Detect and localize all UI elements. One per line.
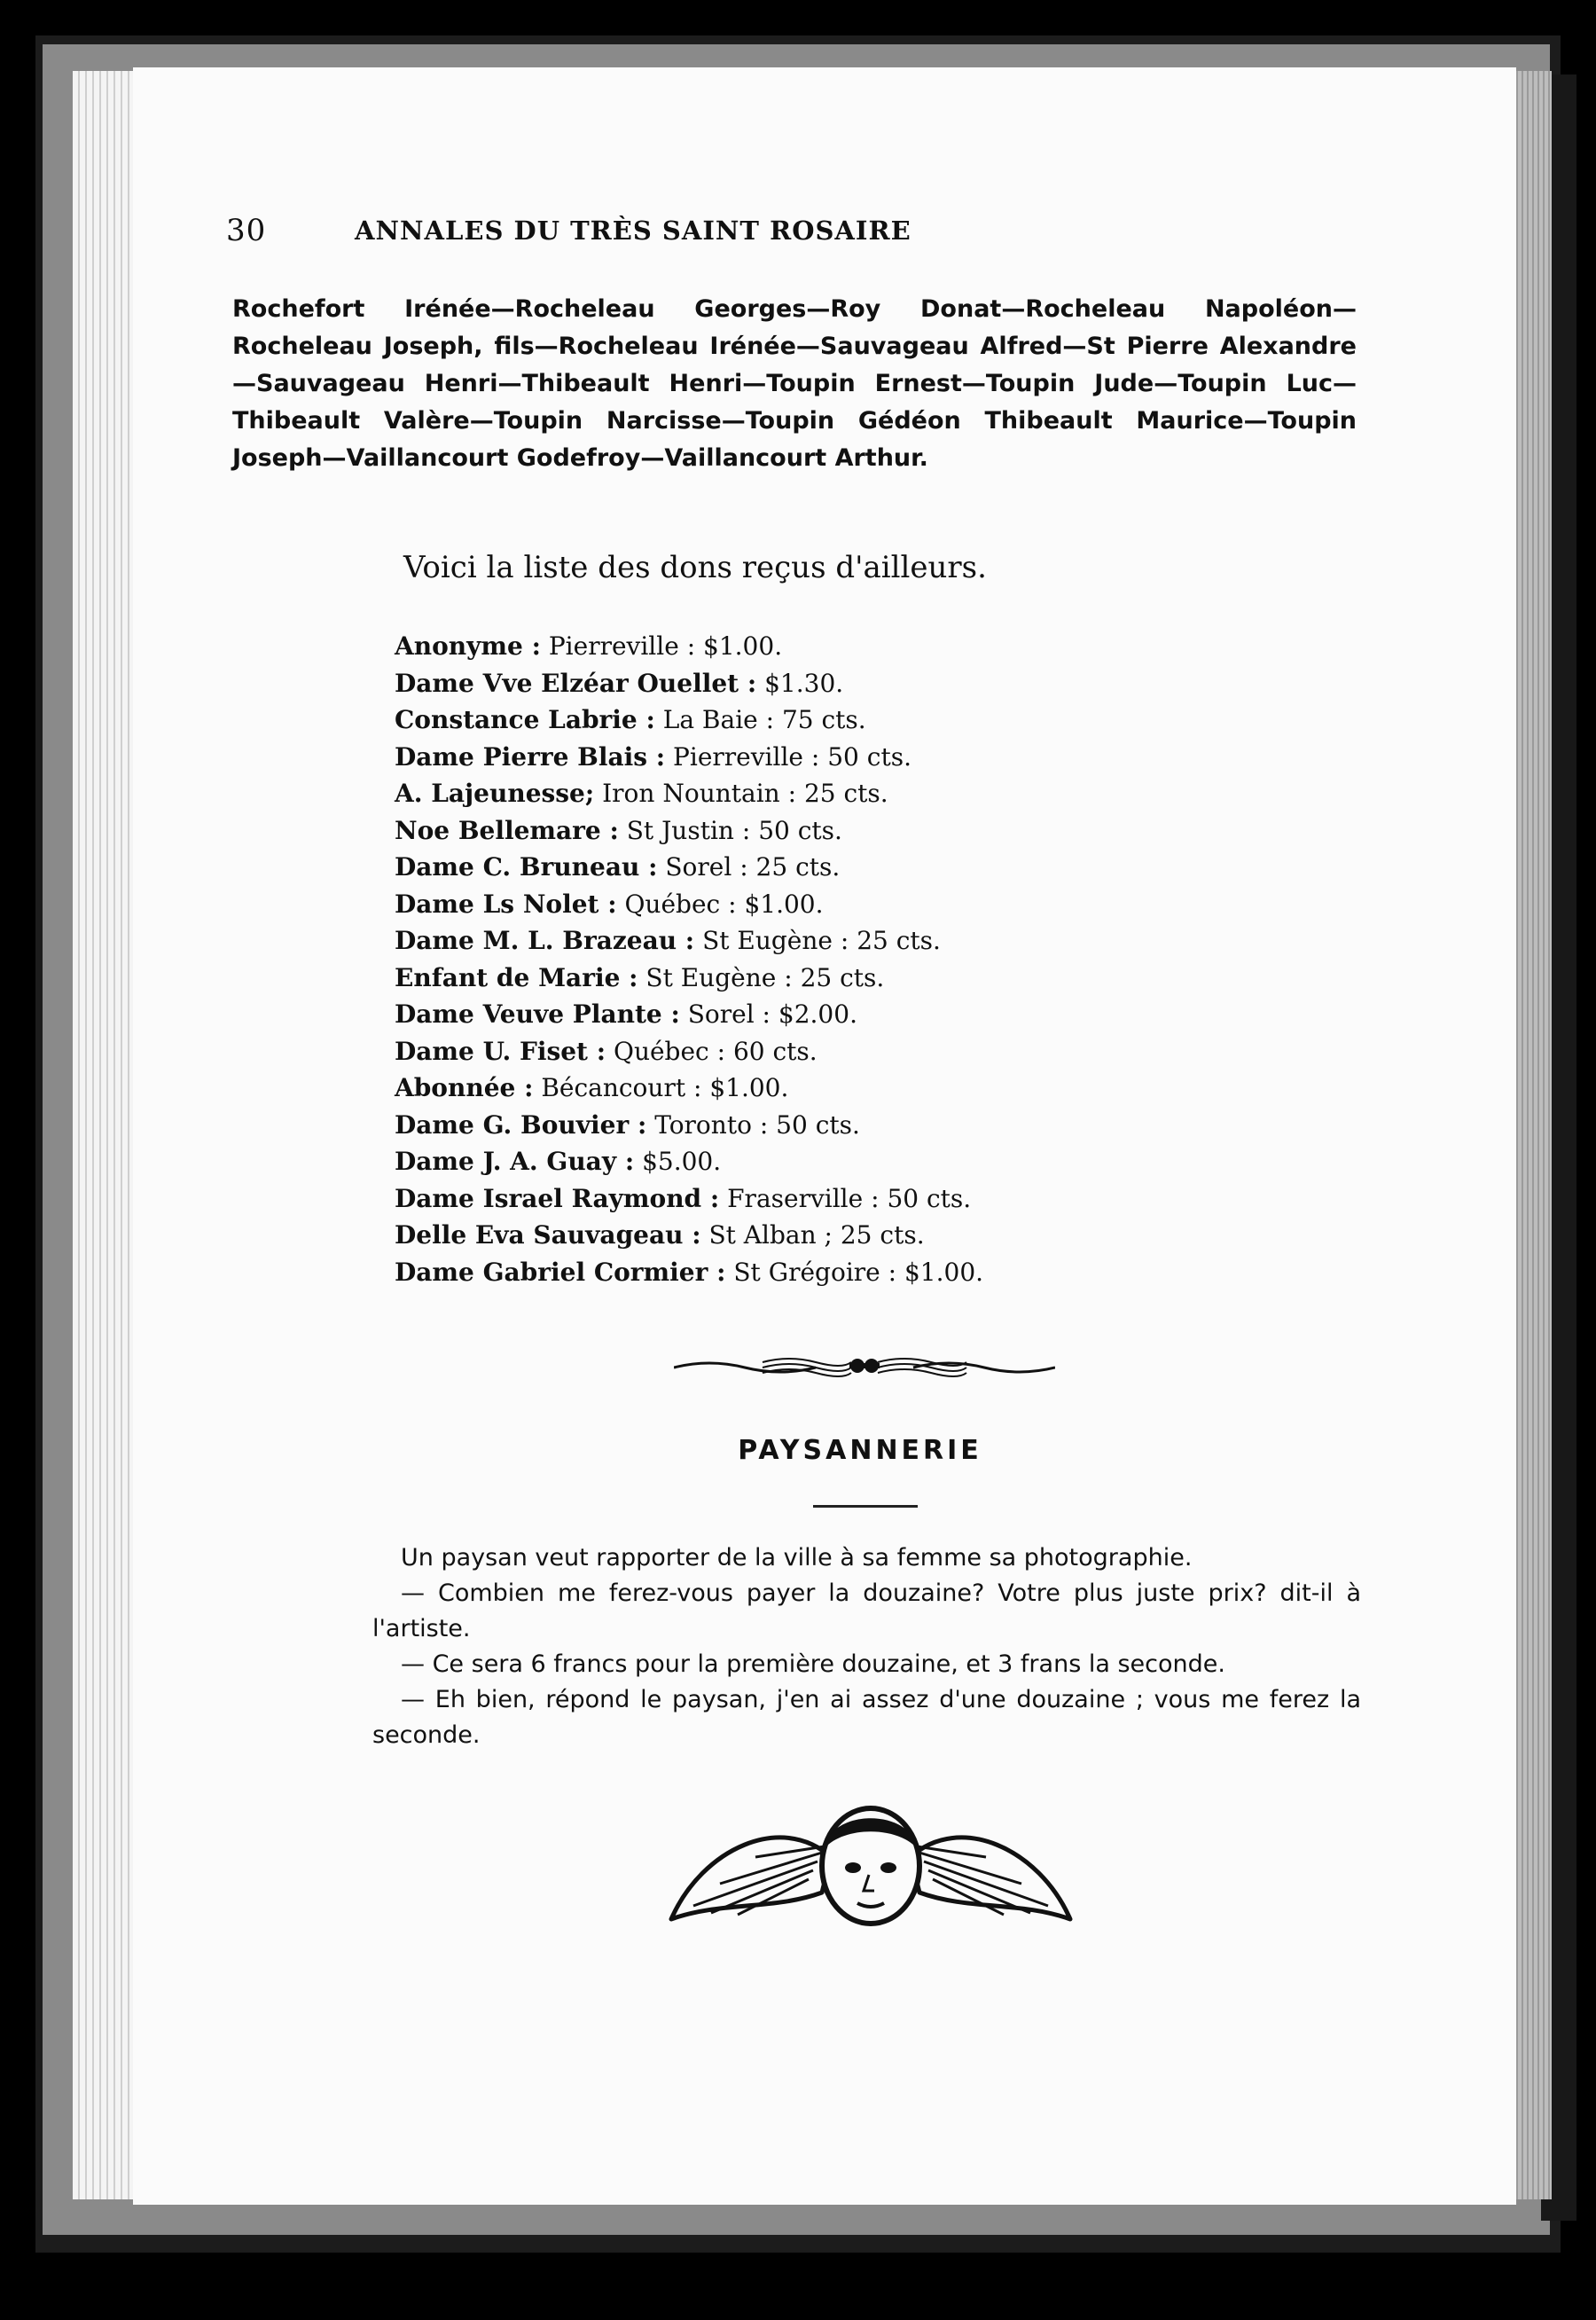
anecdote-paragraph: — Ce sera 6 francs pour la première douzaine, et 3 frans la seconde. [401, 1650, 1225, 1678]
donation-amount: $5.00. [642, 1147, 722, 1176]
anecdote-paragraph: — Combien me ferez-vous payer la douzaine? Votre plus juste prix? dit-il à l'artiste. [372, 1579, 1361, 1642]
donation-amount: $2.00. [778, 999, 857, 1029]
donation-amount: 25 cts. [857, 926, 941, 955]
donor-place: Pierreville : [548, 631, 696, 661]
donor-name: Dame Pierre Blais : [395, 741, 666, 772]
donor-place: Pierreville : [673, 741, 820, 772]
donor-place: Fraserville : [727, 1183, 880, 1213]
ornament-divider-icon [674, 1346, 1055, 1385]
donation-entry [395, 1073, 1281, 1110]
donor-place: St Justin : [626, 815, 751, 845]
donation-amount: 50 cts. [776, 1109, 860, 1140]
donation-amount: 60 cts. [732, 1036, 818, 1066]
donor-name: Noe Bellemare : [395, 815, 619, 845]
donation-amount: 25 cts. [840, 1220, 925, 1250]
running-title: ANNALES DU TRÈS SAINT ROSAIRE [355, 216, 911, 246]
donor-place: Iron Nountain : [602, 779, 797, 808]
donation-amount: $1.30. [764, 668, 844, 698]
page-number: 30 [226, 213, 267, 248]
donation-amount: 25 cts. [803, 779, 888, 808]
donation-entry [395, 1147, 1281, 1184]
donation-amount: $1.00. [744, 889, 824, 919]
donation-amount: 25 cts. [755, 852, 841, 882]
donor-place: Sorel : [665, 852, 748, 882]
title-underline [813, 1505, 918, 1508]
donation-amount: 50 cts. [827, 741, 911, 772]
donor-place: La Baie : [662, 705, 775, 734]
donor-name: Dame C. Bruneau : [395, 852, 658, 882]
donor-name: Dame M. L. Brazeau : [395, 926, 695, 955]
donations-list [395, 631, 1281, 1294]
donor-name: Constance Labrie : [395, 705, 655, 734]
donor-name: A. Lajeunesse; [395, 779, 595, 808]
donor-name: Dame Vve Elzéar Ouellet : [395, 668, 757, 698]
donor-place: Bécancourt : [541, 1073, 702, 1102]
donor-name: Abonnée : [395, 1073, 534, 1102]
donation-entry [395, 816, 1281, 853]
donor-place: Sorel : [687, 999, 771, 1029]
donor-place: St Alban ; [708, 1220, 833, 1250]
anecdote-paragraph: — Eh bien, répond le paysan, j'en ai assez d'une douzaine ; vous me ferez la seconde. [372, 1686, 1361, 1749]
donor-name: Dame U. Fiset : [395, 1036, 606, 1066]
donor-place: Québec : [613, 1036, 726, 1066]
donation-entry [395, 779, 1281, 816]
donation-amount: 75 cts. [781, 705, 866, 734]
donor-name: Dame Veuve Plante : [395, 999, 680, 1029]
donor-name: Dame Israel Raymond : [395, 1183, 720, 1213]
donation-entry [395, 669, 1281, 706]
donation-amount: $1.00. [904, 1257, 984, 1287]
cherub-ornament-icon [667, 1795, 1075, 1937]
donation-entry [395, 890, 1281, 927]
donation-amount: $1.00. [703, 631, 783, 661]
donor-name: Enfant de Marie : [395, 962, 638, 992]
names-paragraph: Rochefort Irénée—Rocheleau Georges—Roy Donat—Rocheleau Napoléon—Rocheleau Joseph, fils—Rocheleau Irénée—Sauvageau Alfred—St Pierre Alexandre—Sauvageau Henri—Thibeault Henri—Toupin Ernest—Toupin Jude—Toupin Luc—Thibeault Valère—Toupin Narcisse—Toupin Gédéon Thibeault Maurice—Toupin Joseph—Vaillancourt Godefroy—Vaillancourt Arthur. [232, 295, 1357, 472]
donation-amount: $1.00. [709, 1073, 789, 1102]
donation-entry [395, 1184, 1281, 1221]
donor-name: Dame Ls Nolet : [395, 889, 617, 919]
section-title: PAYSANNERIE [738, 1435, 982, 1466]
donation-amount: 50 cts. [758, 815, 842, 845]
donor-name: Dame G. Bouvier : [395, 1109, 647, 1140]
donation-amount: 50 cts. [887, 1183, 972, 1213]
donation-entry [395, 963, 1281, 1000]
donation-entry [395, 1258, 1281, 1295]
donor-place: St Eugène : [702, 926, 849, 955]
donor-place: St Grégoire : [733, 1257, 897, 1287]
donor-place: Toronto : [654, 1109, 769, 1140]
donation-entry [395, 1220, 1281, 1258]
anecdote-paragraph: Un paysan veut rapporter de la ville à sa femme sa photographie. [401, 1544, 1193, 1571]
donations-intro: Voici la liste des dons reçus d'ailleurs. [403, 550, 987, 585]
donation-entry [395, 852, 1281, 890]
donation-entry [395, 1110, 1281, 1148]
donor-name: Dame J. A. Guay : [395, 1147, 635, 1176]
donor-name: Dame Gabriel Cormier : [395, 1257, 726, 1287]
anecdote-text [372, 1540, 1361, 1753]
donation-amount: 25 cts. [800, 962, 885, 992]
donor-name: Delle Eva Sauvageau : [395, 1220, 701, 1250]
donation-entry [395, 742, 1281, 780]
donation-entry [395, 926, 1281, 963]
donor-place: St Eugène : [645, 962, 793, 992]
donation-entry [395, 1037, 1281, 1074]
donor-place: Québec : [624, 889, 737, 919]
donation-entry [395, 631, 1281, 669]
donation-entry [395, 999, 1281, 1037]
donor-name: Anonyme : [395, 631, 541, 661]
donation-entry [395, 705, 1281, 742]
